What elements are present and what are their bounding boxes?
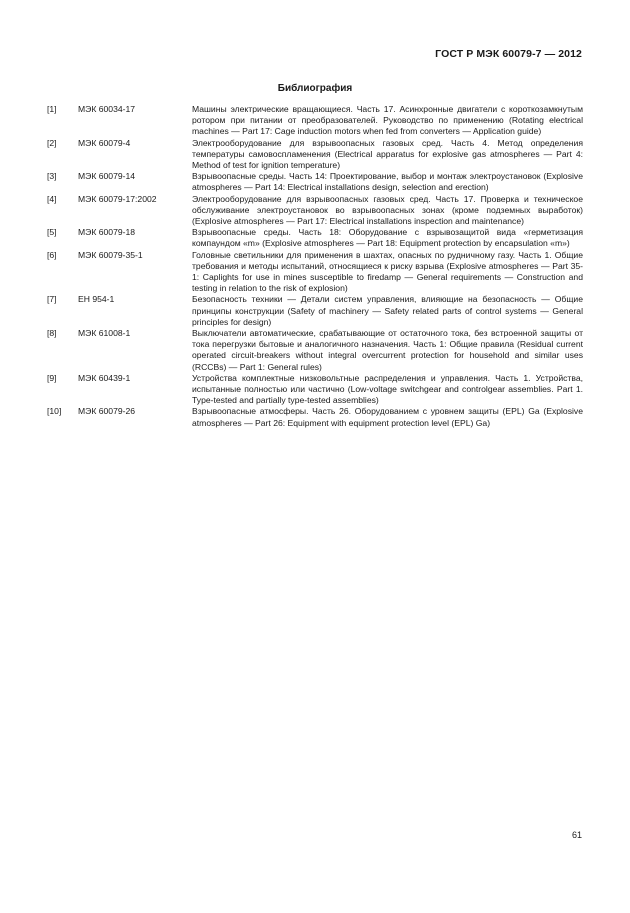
entry-text: Устройства комплектные низковольтные распределения и управления. Часть 1. Устройства, испытанные полностью или частично (Low-voltage switchgear and controlgear assemblies. Part 1. Type-tested and partially type-tested assemblies): [192, 372, 583, 406]
entry-number: [1]: [47, 104, 57, 114]
bibliography-entry: [47, 406, 583, 428]
bibliography-entry: [47, 138, 583, 172]
entry-text: Электрооборудование для взрывоопасных газовых сред. Часть 17. Проверка и техническое обслуживание электроустановок во взрывоопасных зонах (кроме подземных выработок) (Explosive atmospheres — Part 17: Electrical installations inspection and maintenance): [192, 193, 583, 227]
entry-text: Взрывоопасные атмосферы. Часть 26. Оборудованием с уровнем защиты (EPL) Ga (Explosive atmospheres — Part 26: Equipment with equipment protection level (EPL) Ga): [192, 406, 583, 428]
entry-number: [8]: [47, 328, 57, 339]
entry-code: МЭК 60034-17: [78, 104, 136, 114]
entry-code: МЭК 60079-14: [78, 171, 136, 182]
standard-header: ГОСТ Р МЭК 60079-7 — 2012: [435, 48, 582, 60]
entry-text: Машины электрические вращающиеся. Часть 17. Асинхронные двигатели с короткозамкнутым ротором при питании от преобразователей. Руководство по применению (Rotating electrical machines — Part 17: Cage induction motors when fed from converters — Application guide): [192, 104, 583, 137]
entry-text: Взрывоопасные среды. Часть 18: Оборудование с взрывозащитой вида «герметизация компаундом «m» (Explosive atmospheres — Part 18: Equipment protection by encapsulation «m»): [192, 227, 583, 249]
bibliography-entry: [47, 294, 583, 328]
bibliography-entry: [47, 171, 583, 193]
entry-code: МЭК 60079-18: [78, 227, 136, 238]
entry-number: [3]: [47, 171, 57, 182]
entry-text: Безопасность техники — Детали систем управления, влияющие на безопасность — Общие принципы конструкции (Safety of machinery — Safety related parts of control systems — General principles for design): [192, 294, 583, 327]
entry-number: [9]: [47, 372, 57, 383]
entry-number: [2]: [47, 137, 57, 148]
bibliography-entry: [47, 104, 583, 138]
entry-number: [7]: [47, 294, 57, 305]
entry-number: [10]: [47, 406, 62, 417]
entry-text: Головные светильники для применения в шахтах, опасных по рудничному газу. Часть 1. Общие требования и методы испытаний, относящиеся к риску взрыва (Explosive atmospheres — Part 35-1: Caplights for use in mines susceptible to firedamp — General requirements — Construction and testing in relation to the risk of explosion): [192, 249, 583, 294]
entry-number: [6]: [47, 249, 57, 260]
entry-text: Электрооборудование для взрывоопасных газовых сред. Часть 4. Метод определения температуры самовоспламенения (Electrical apparatus for explosive gas atmospheres — Part 4: Method of test for ignition temperature): [192, 137, 583, 171]
bibliography-entry: [47, 194, 583, 228]
page-number: 61: [571, 830, 582, 840]
entry-code: МЭК 60439-1: [78, 372, 131, 383]
bibliography-entry: [47, 373, 583, 407]
bibliography-entry: [47, 227, 583, 249]
entry-code: МЭК 60079-4: [78, 137, 131, 148]
entry-number: [4]: [47, 193, 57, 204]
entry-text: Выключатели автоматические, срабатывающие от остаточного тока, без встроенной защиты от тока перегрузки бытовые и аналогичного назначения. Часть 1: Общие правила (Residual current operated circuit-breakers without integral overcurrent protection for household and similar uses (RCCBs) — Part 1: General rules): [192, 328, 583, 372]
entry-code: МЭК 60079-26: [78, 406, 136, 417]
entry-number: [5]: [47, 227, 57, 238]
entry-code: МЭК 61008-1: [78, 328, 131, 339]
bibliography-list: [47, 104, 583, 429]
entry-code: ЕН 954-1: [78, 294, 115, 305]
page-title: Библиография: [277, 83, 353, 94]
bibliography-entry: [47, 328, 583, 373]
entry-code: МЭК 60079-17:2002: [78, 193, 157, 204]
entry-text: Взрывоопасные среды. Часть 14: Проектирование, выбор и монтаж электроустановок (Explosive atmospheres — Part 14: Electrical installations design, selection and erection): [192, 171, 583, 193]
bibliography-entry: [47, 250, 583, 295]
entry-code: МЭК 60079-35-1: [78, 249, 143, 260]
